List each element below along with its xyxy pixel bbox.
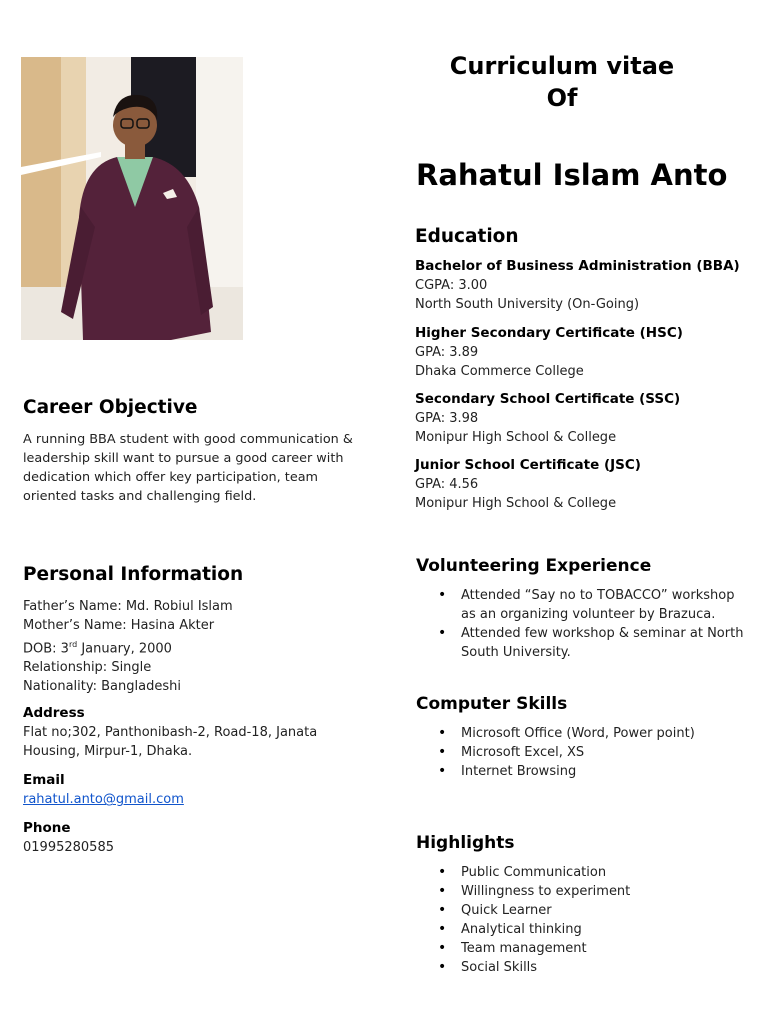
volunteering-list [416,586,746,662]
education-grade: GPA: 3.89 [415,345,479,360]
education-item [415,257,755,314]
volunteering-section [416,556,746,662]
list-item: • Microsoft Office (Word, Power point) [416,724,746,743]
cv-title [420,50,704,114]
highlights-section [416,833,746,977]
list-item: • Attended few workshop & seminar at North South University. [416,624,746,662]
computer-section [416,694,746,781]
education-institution: Monipur High School & College [415,430,617,445]
address-line-1: Flat no;302, Panthonibash-2, Road-18, Janata [23,725,318,741]
education-section [415,226,755,513]
education-title: Secondary School Certificate (SSC) [415,391,681,407]
email-label: Email [23,772,65,789]
volunteering-heading: Volunteering Experience [416,556,652,576]
list-item: • Attended “Say no to TOBACCO” workshop as an organizing volunteer by Brazuca. [416,586,746,624]
education-item [415,390,755,447]
email-link[interactable]: rahatul.anto@gmail.com [23,792,184,808]
cv-title-line1: Curriculum vitae [449,52,675,80]
education-item [415,456,755,513]
career-heading: Career Objective [23,397,198,418]
list-item: • Public Communication [416,863,746,882]
education-title: Bachelor of Business Administration (BBA) [415,258,740,274]
list-item: • Internet Browsing [416,762,746,781]
education-grade: CGPA: 3.00 [415,278,488,293]
dob-suffix: January, 2000 [77,641,172,657]
personal-heading: Personal Information [23,564,244,585]
nationality: Nationality: Bangladeshi [23,679,181,695]
education-institution: Monipur High School & College [415,496,617,511]
address-line-2: Housing, Mirpur-1, Dhaka. [23,744,193,760]
highlights-heading: Highlights [416,833,515,853]
computer-list [416,724,746,781]
education-item [415,324,755,381]
list-item: • Social Skills [416,958,746,977]
portrait-illustration [21,57,243,340]
address-label: Address [23,705,85,722]
personal-section [23,564,363,857]
career-text: A running BBA student with good communication & leadership skill want to pursue a good career with dedication which offer key participation, team oriented tasks and challenging field. [23,432,353,504]
education-institution: North South University (On-Going) [415,297,640,312]
list-item: • Willingness to experiment [416,882,746,901]
education-heading: Education [415,226,519,247]
relationship: Relationship: Single [23,660,152,676]
education-institution: Dhaka Commerce College [415,364,584,379]
candidate-name: Rahatul Islam Anto [416,158,728,192]
list-item: • Team management [416,939,746,958]
list-item: • Quick Learner [416,901,746,920]
education-grade: GPA: 4.56 [415,477,479,492]
education-grade: GPA: 3.98 [415,411,479,426]
education-title: Higher Secondary Certificate (HSC) [415,325,683,341]
father-name: Father’s Name: Md. Robiul Islam [23,599,233,614]
computer-heading: Computer Skills [416,694,568,714]
highlights-list [416,863,746,977]
education-title: Junior School Certificate (JSC) [415,457,641,473]
dob-prefix: DOB: 3 [23,641,69,657]
mother-name: Mother’s Name: Hasina Akter [23,618,215,633]
dob-sup: rd [68,640,78,649]
phone-number: 01995280585 [23,840,114,856]
cv-title-line2: Of [546,84,578,112]
list-item: • Analytical thinking [416,920,746,939]
profile-photo [21,57,243,340]
date-of-birth [23,635,363,658]
list-item: • Microsoft Excel, XS [416,743,746,762]
career-section [23,397,353,506]
phone-label: Phone [23,820,71,837]
